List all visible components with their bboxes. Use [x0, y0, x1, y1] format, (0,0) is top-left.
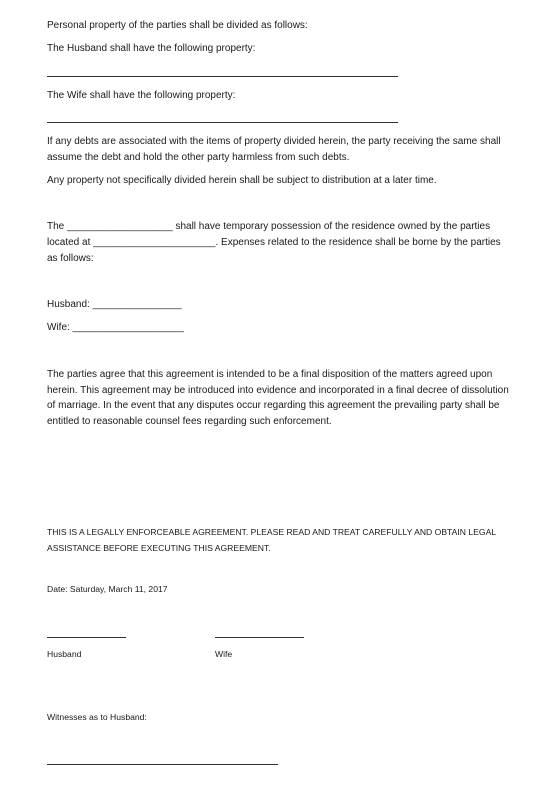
- final-disposition-paragraph: The parties agree that this agreement is intended to be a final disposition of the matters agreed upon herein. This agreement may be introduced into evidence and incorporated in a final decree of dissolution of marriage. In the event that any disputes occur regarding this agreement the prevailing party shall be entitled to reasonable counsel fees regarding such enforcement.: [47, 369, 509, 427]
- residence-line-1: The ___________________ shall have temporary possession of the residence owned by the parties: [47, 221, 491, 232]
- witness-signature-line: [47, 764, 278, 765]
- husband-field: Husband: ________________: [47, 299, 182, 310]
- wife-signature-line: [215, 637, 304, 638]
- residence-line-2: located at ______________________. Expenses related to the residence shall be borne by the parties: [47, 237, 501, 248]
- date-line: Date: Saturday, March 11, 2017: [47, 584, 168, 594]
- wife-signature-label: Wife: [215, 649, 233, 659]
- husband-signature-label: Husband: [47, 649, 82, 659]
- husband-property-line: [47, 76, 398, 77]
- legal-notice: THIS IS A LEGALLY ENFORCEABLE AGREEMENT. PLEASE READ AND TREAT CAREFULLY AND OBTAIN LEGAL ASSISTANCE BEFORE EXECUTING THIS AGREEMENT.: [47, 527, 496, 553]
- husband-property-label: The Husband shall have the following property:: [47, 43, 256, 54]
- husband-signature-line: [47, 637, 126, 638]
- wife-property-line: [47, 122, 398, 123]
- wife-field: Wife: ____________________: [47, 322, 184, 333]
- undivided-property-text: Any property not specifically divided herein shall be subject to distribution at a later time.: [47, 175, 437, 186]
- witnesses-label: Witnesses as to Husband:: [47, 712, 147, 722]
- debts-paragraph: If any debts are associated with the items of property divided herein, the party receiving the same shall assume the debt and hold the other party harmless from such debts.: [47, 136, 501, 163]
- wife-property-label: The Wife shall have the following property:: [47, 90, 236, 101]
- intro-text: Personal property of the parties shall be divided as follows:: [47, 20, 308, 31]
- residence-line-3: as follows:: [47, 253, 94, 264]
